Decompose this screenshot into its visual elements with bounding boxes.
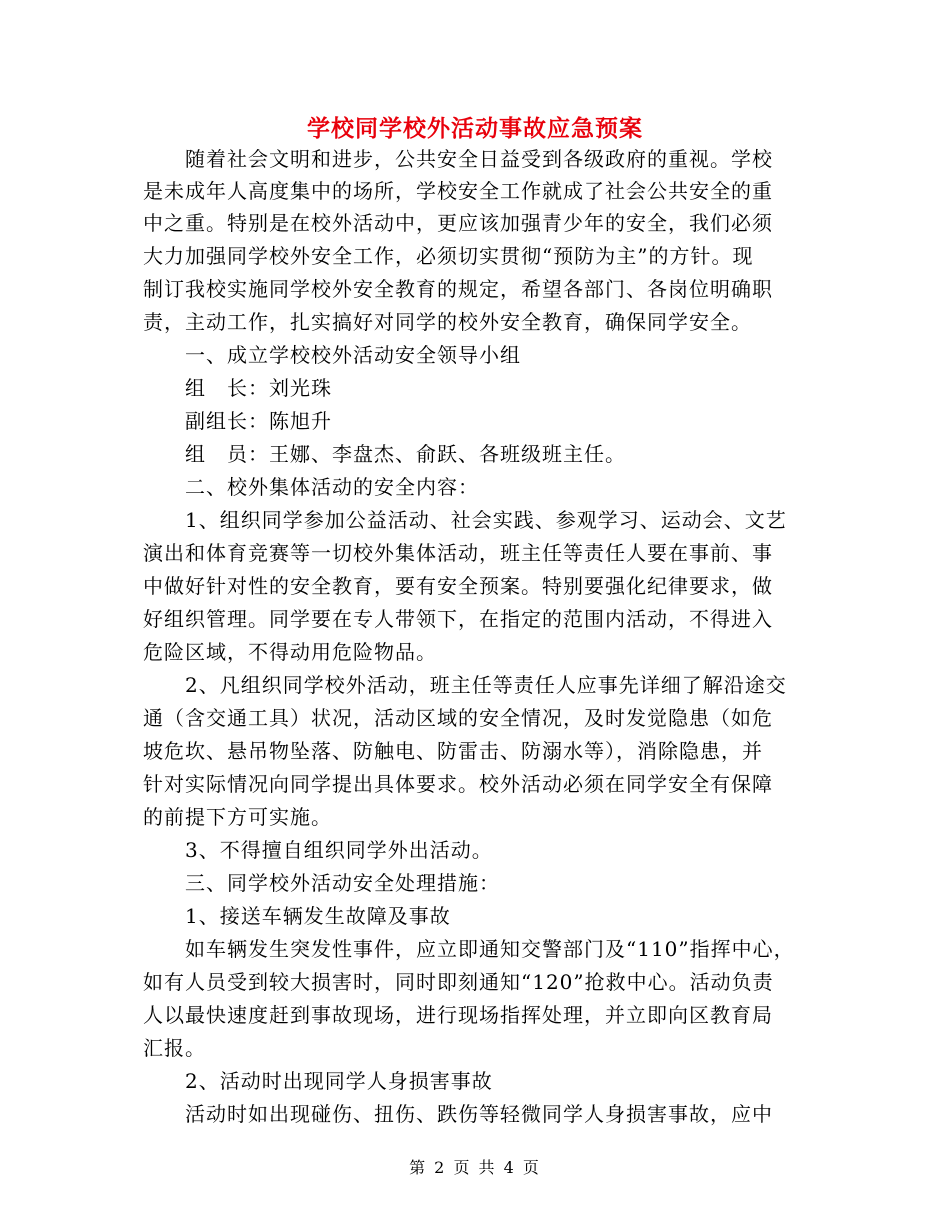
subsection-heading: 1、接送车辆发生故障及事故 <box>143 904 451 928</box>
body-line: 1、组织同学参加公益活动、社会实践、参观学习、运动会、文艺 <box>143 508 787 532</box>
section-heading: 二、校外集体活动的安全内容： <box>143 475 479 499</box>
body-line: 中做好针对性的安全教育，要有安全预案。特别要强化纪律要求，做 <box>143 574 773 598</box>
body-line: 的前提下方可实施。 <box>143 805 332 829</box>
body-line: 通（含交通工具）状况，活动区域的安全情况，及时发觉隐患（如危 <box>143 706 773 730</box>
body-line: 制订我校实施同学校外安全教育的规定，希望各部门、各岗位明确职 <box>143 277 773 301</box>
body-line: 是未成年人高度集中的场所，学校安全工作就成了社会公共安全的重 <box>143 179 773 203</box>
body-line: 好组织管理。同学要在专人带领下，在指定的范围内活动，不得进入 <box>143 607 773 631</box>
body-line: 责，主动工作，扎实搞好对同学的校外安全教育，确保同学安全。 <box>143 310 752 334</box>
body-line: 如有人员受到较大损害时，同时即刻通知“120”抢救中心。活动负责 <box>143 970 774 994</box>
body-line: 随着社会文明和进步，公共安全日益受到各级政府的重视。学校 <box>143 147 773 171</box>
body-line: 危险区域，不得动用危险物品。 <box>143 640 437 664</box>
body-line: 如车辆发生突发性事件，应立即通知交警部门及“110”指挥中心， <box>143 937 795 961</box>
body-line: 坡危坎、悬吊物坠落、防触电、防雷击、防溺水等），消除隐患，并 <box>143 739 763 763</box>
body-line: 大力加强同学校外安全工作，必须切实贯彻“预防为主”的方针。现 <box>143 244 754 268</box>
body-line: 汇报。 <box>143 1036 206 1060</box>
page-footer: 第 2 页 共 4 页 <box>409 1158 541 1177</box>
body-line: 人以最快速度赶到事故现场，进行现场指挥处理，并立即向区教育局 <box>143 1003 773 1027</box>
section-heading: 三、同学校外活动安全处理措施： <box>143 871 500 895</box>
body-line: 针对实际情况向同学提出具体要求。校外活动必须在同学安全有保障 <box>143 772 773 796</box>
subsection-heading: 2、活动时出现同学人身损害事故 <box>143 1069 493 1093</box>
section-heading: 一、成立学校校外活动安全领导小组 <box>143 343 521 367</box>
body-line: 组 员：王娜、李盘杰、俞跃、各班级班主任。 <box>143 442 626 466</box>
document-title: 学校同学校外活动事故应急预案 <box>307 116 643 142</box>
body-line: 中之重。特别是在校外活动中，更应该加强青少年的安全，我们必须 <box>143 211 773 235</box>
body-line: 3、不得擅自组织同学外出活动。 <box>143 838 493 862</box>
body-line: 活动时如出现碰伤、扭伤、跌伤等轻微同学人身损害事故，应中 <box>143 1102 773 1126</box>
body-line: 组 长：刘光珠 <box>143 376 332 400</box>
body-line: 2、凡组织同学校外活动，班主任等责任人应事先详细了解沿途交 <box>143 673 787 697</box>
body-line: 副组长：陈旭升 <box>143 409 332 433</box>
body-line: 演出和体育竞赛等一切校外集体活动，班主任等责任人要在事前、事 <box>143 541 773 565</box>
